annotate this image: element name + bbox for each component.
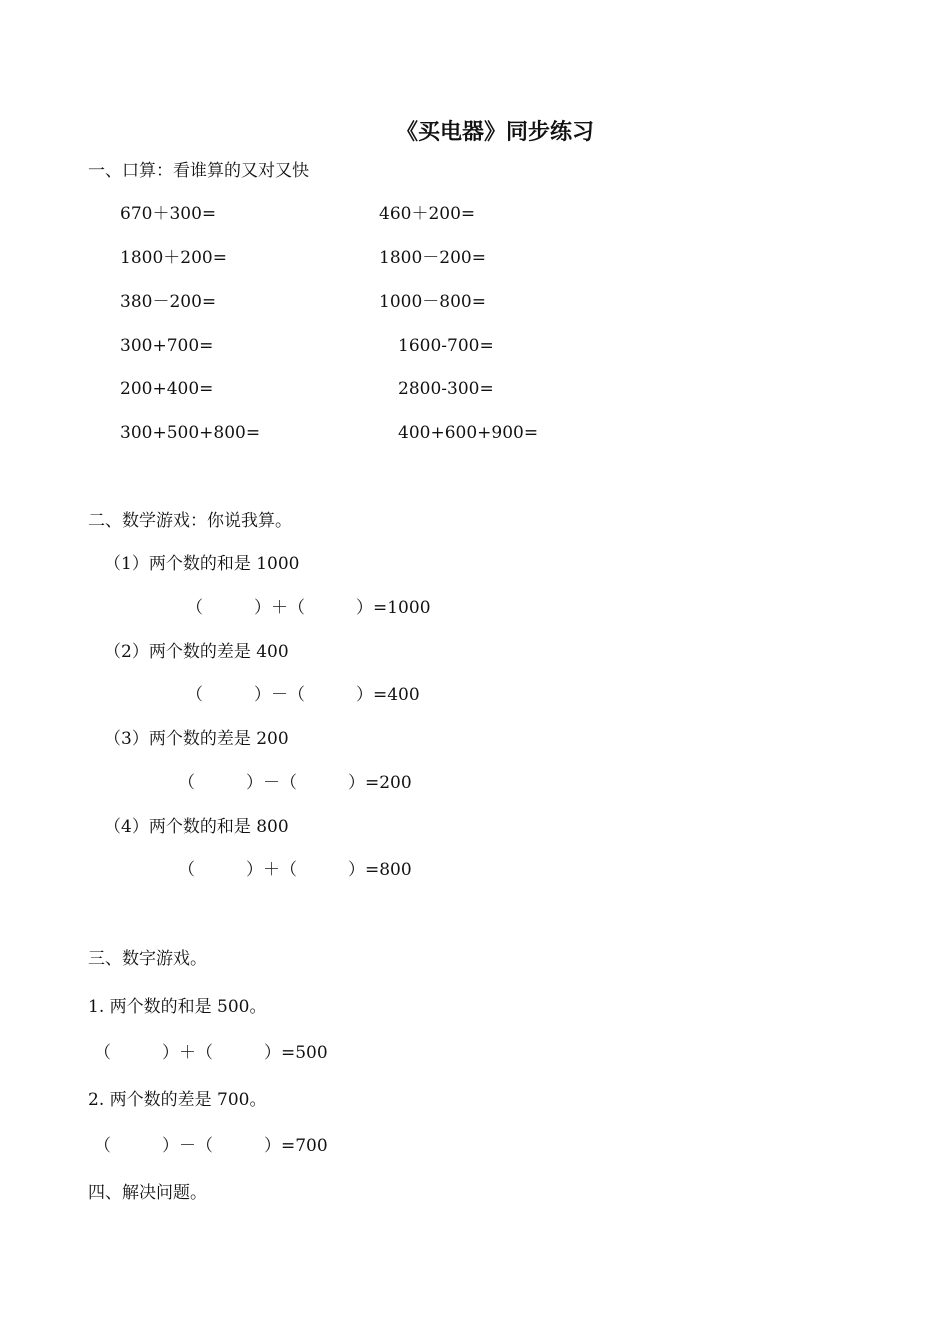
calc-left-3: 380－200=: [120, 292, 217, 312]
game-question-4: （4）两个数的和是 800: [104, 817, 289, 837]
calc-right-5: 2800-300=: [398, 379, 494, 399]
game-question-2: （2）两个数的差是 400: [104, 642, 289, 662]
section-4-heading: 四、解决问题。: [88, 1183, 207, 1203]
digit-question-2: 2. 两个数的差是 700。: [88, 1090, 267, 1110]
section-3-heading: 三、数字游戏。: [88, 949, 207, 969]
section-2-heading: 二、数学游戏：你说我算。: [88, 511, 292, 531]
section-1-heading: 一、口算：看谁算的又对又快: [88, 161, 309, 181]
calc-right-6: 400+600+900=: [398, 423, 539, 443]
calc-left-6: 300+500+800=: [120, 423, 261, 443]
page-title: 《买电器》同步练习: [395, 119, 594, 145]
game-equation-3: （ ）－（ ）=200: [178, 773, 412, 793]
game-equation-1: （ ）＋（ ）=1000: [186, 598, 431, 618]
game-equation-4: （ ）＋（ ）=800: [178, 860, 412, 880]
calc-right-2: 1800－200=: [379, 248, 486, 268]
game-equation-2: （ ）－（ ）=400: [186, 685, 420, 705]
calc-right-3: 1000－800=: [379, 292, 486, 312]
digit-equation-2: （ ）－（ ）=700: [94, 1136, 328, 1156]
calc-left-4: 300+700=: [120, 336, 214, 356]
digit-equation-1: （ ）＋（ ）=500: [94, 1043, 328, 1063]
calc-right-4: 1600-700=: [398, 336, 494, 356]
calc-left-1: 670＋300=: [120, 204, 217, 224]
calc-left-5: 200+400=: [120, 379, 214, 399]
digit-question-1: 1. 两个数的和是 500。: [88, 997, 267, 1017]
game-question-1: （1）两个数的和是 1000: [104, 554, 300, 574]
calc-right-1: 460＋200=: [379, 204, 476, 224]
calc-left-2: 1800＋200=: [120, 248, 227, 268]
game-question-3: （3）两个数的差是 200: [104, 729, 289, 749]
